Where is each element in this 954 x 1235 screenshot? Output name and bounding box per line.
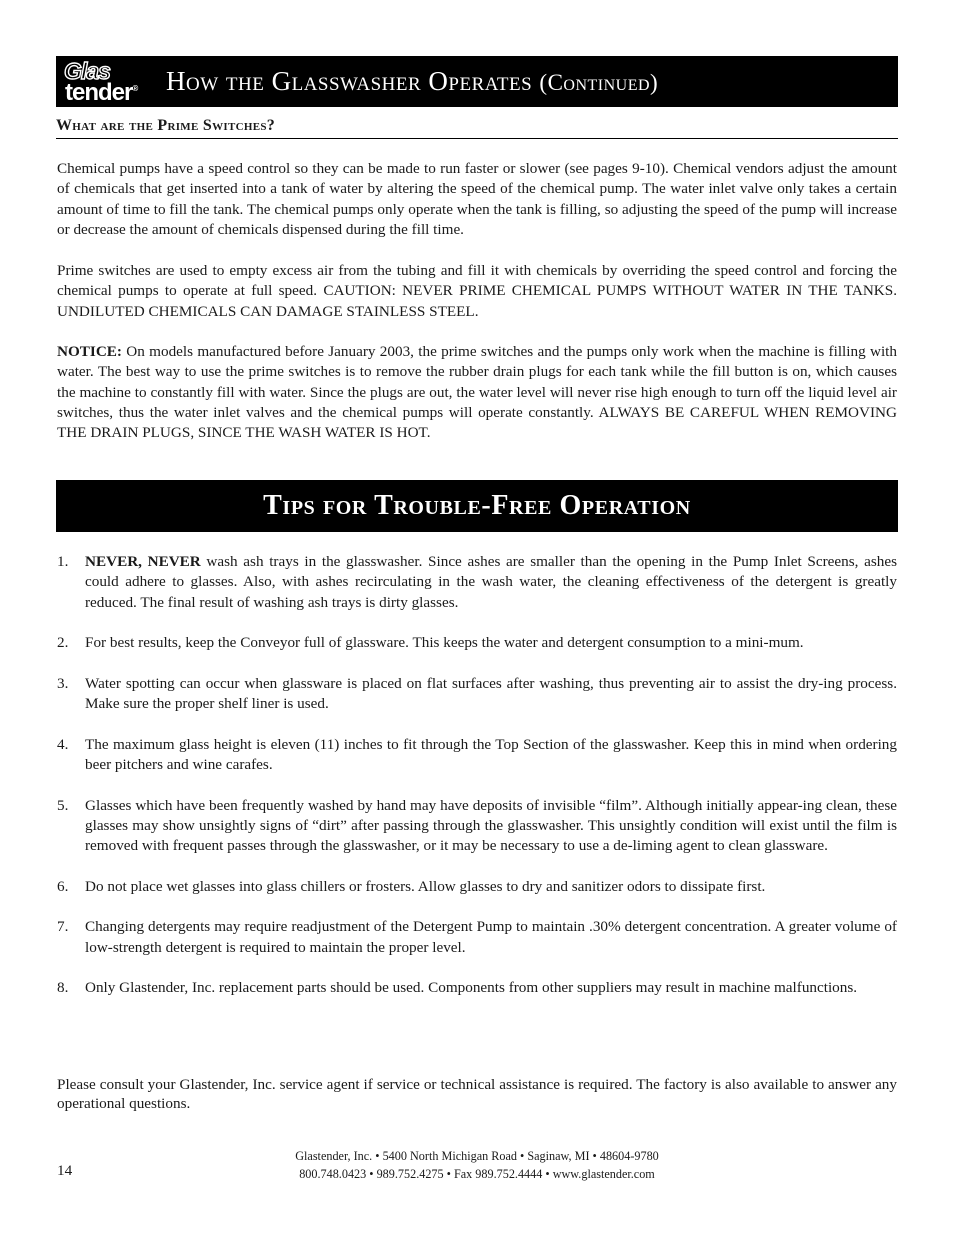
closing-paragraph: Please consult your Glastender, Inc. service agent if service or technical assistance is required. The factory is also available to answer any operational questions. [57, 1076, 897, 1112]
tip-body: For best results, keep the Conveyor full of glassware. This keeps the water and detergent consumption to a mini-mum. [85, 634, 804, 652]
section-banner-how-glasswasher-operates [56, 56, 898, 107]
tip-body: The maximum glass height is eleven (11) inches to fit through the Top Section of the glasswasher. Keep this in mind when ordering beer pitchers and wine carafes. [85, 735, 897, 773]
footer-address-block [200, 1147, 754, 1183]
tip-number: 1. [57, 553, 69, 570]
tip-text [85, 796, 897, 857]
tip-item [57, 633, 897, 653]
tip-item [57, 796, 897, 857]
tip-item [57, 978, 897, 998]
tip-emphasis: NEVER, NEVER [85, 553, 201, 570]
footer-address: Glastender, Inc. • 5400 North Michigan Road • Saginaw, MI • 48604-9780 [295, 1149, 659, 1163]
tip-body: Changing detergents may require readjustment of the Detergent Pump to maintain .30% detergent concentration. A greater volume of low-strength detergent is required to maintain the proper level. [85, 918, 897, 956]
glastender-logo [56, 56, 166, 107]
tip-item [57, 917, 897, 958]
tip-body: Only Glastender, Inc. replacement parts should be used. Components from other suppliers may result in machine malfunctions. [85, 979, 858, 997]
prime-paragraph-1: Chemical pumps have a speed control so they can be made to run faster or slower (see pages 9-10). Chemical vendors adjust the amount of chemicals that get inserted into a tank of water by altering the speed of the chemical pump. The water inlet valve only takes a certain amount of time to fill the tank. The chemical pumps only operate when the tank is filling, so adjusting the speed of the pump will increase or decrease the amount of chemicals dispensed during the fill time. [57, 160, 897, 238]
tip-number: 7. [57, 918, 69, 936]
prime-switches-heading: What are the Prime Switches? [56, 117, 898, 139]
footer-contact: 800.748.0423 • 989.752.4275 • Fax 989.752.4444 • www.glastender.com [299, 1167, 655, 1181]
tip-text [85, 978, 897, 998]
tip-item [57, 552, 897, 613]
notice-text: On models manufactured before January 2003, the prime switches and the pumps only work when the machine is filling with water. The best way to use the prime switches is to remove the rubber drain plugs for each tank while the fill button is on, which causes the machine to constantly fill with water. Since the plugs are out, the water level will never rise high enough to turn off the liquid level air switches, thus the water inlet valves and the chemical pumps will operate constantly. ALWAYS BE CAREFUL WHEN REMOVING THE DRAIN PLUGS, SINCE THE WASH WATER IS HOT. [57, 343, 897, 442]
page-title: How the Glasswasher Operates (Continued) [166, 66, 659, 96]
tip-text [85, 877, 897, 897]
tips-section-banner: Tips for Trouble-Free Operation [56, 480, 898, 532]
logo-text-glas: Glas [64, 58, 110, 84]
tip-item [57, 674, 897, 715]
tip-body: wash ash trays in the glasswasher. Since ashes are smaller than the opening in the Pump Inlet Screens, ashes could adhere to glasses. Also, with ashes recirculating in the wash water, the cleaning effectiveness of the detergent is greatly reduced. The final result of washing ash trays is dirty glasses. [85, 553, 897, 611]
tip-item [57, 877, 897, 897]
tip-number: 8. [57, 979, 69, 997]
tip-text [85, 552, 897, 613]
tip-number: 6. [57, 877, 69, 895]
tip-number: 4. [57, 735, 69, 753]
notice-label: NOTICE: [57, 343, 122, 360]
tip-body: Do not place wet glasses into glass chillers or frosters. Allow glasses to dry and sanitizer odors to dissipate first. [85, 877, 766, 895]
tip-text [85, 735, 897, 776]
prime-paragraph-2: Prime switches are used to empty excess air from the tubing and fill it with chemicals by overriding the speed control and forcing the chemical pumps to operate at full speed. CAUTION: NEVER PRIME CHEMICAL PUMPS WITHOUT WATER IN THE TANKS. UNDILUTED CHEMICALS CAN DAMAGE STAINLESS STEEL. [57, 262, 897, 320]
tip-number: 5. [57, 796, 69, 814]
tip-item [57, 735, 897, 776]
tip-body: Glasses which have been frequently washed by hand may have deposits of invisible “film”. Although initially appear-ing clean, these glasses may show unsightly signs of “dirt” after passing through the glasswasher. This unsightly condition will exist until the film is removed with frequent passes through the glasswasher, or it may be necessary to use a de-liming agent to clean glassware. [85, 796, 897, 855]
tip-text [85, 674, 897, 715]
logo-text-tender: tender® [65, 79, 138, 106]
page-number: 14 [57, 1162, 73, 1179]
tip-number: 2. [57, 634, 69, 652]
tip-number: 3. [57, 674, 69, 692]
tips-list [57, 552, 897, 1019]
tip-text [85, 633, 897, 653]
notice-paragraph [57, 342, 897, 443]
tip-body: Water spotting can occur when glassware is placed on flat surfaces after washing, thus preventing air to assist the dry-ing process. Make sure the proper shelf liner is used. [85, 674, 897, 713]
tip-text [85, 917, 897, 958]
